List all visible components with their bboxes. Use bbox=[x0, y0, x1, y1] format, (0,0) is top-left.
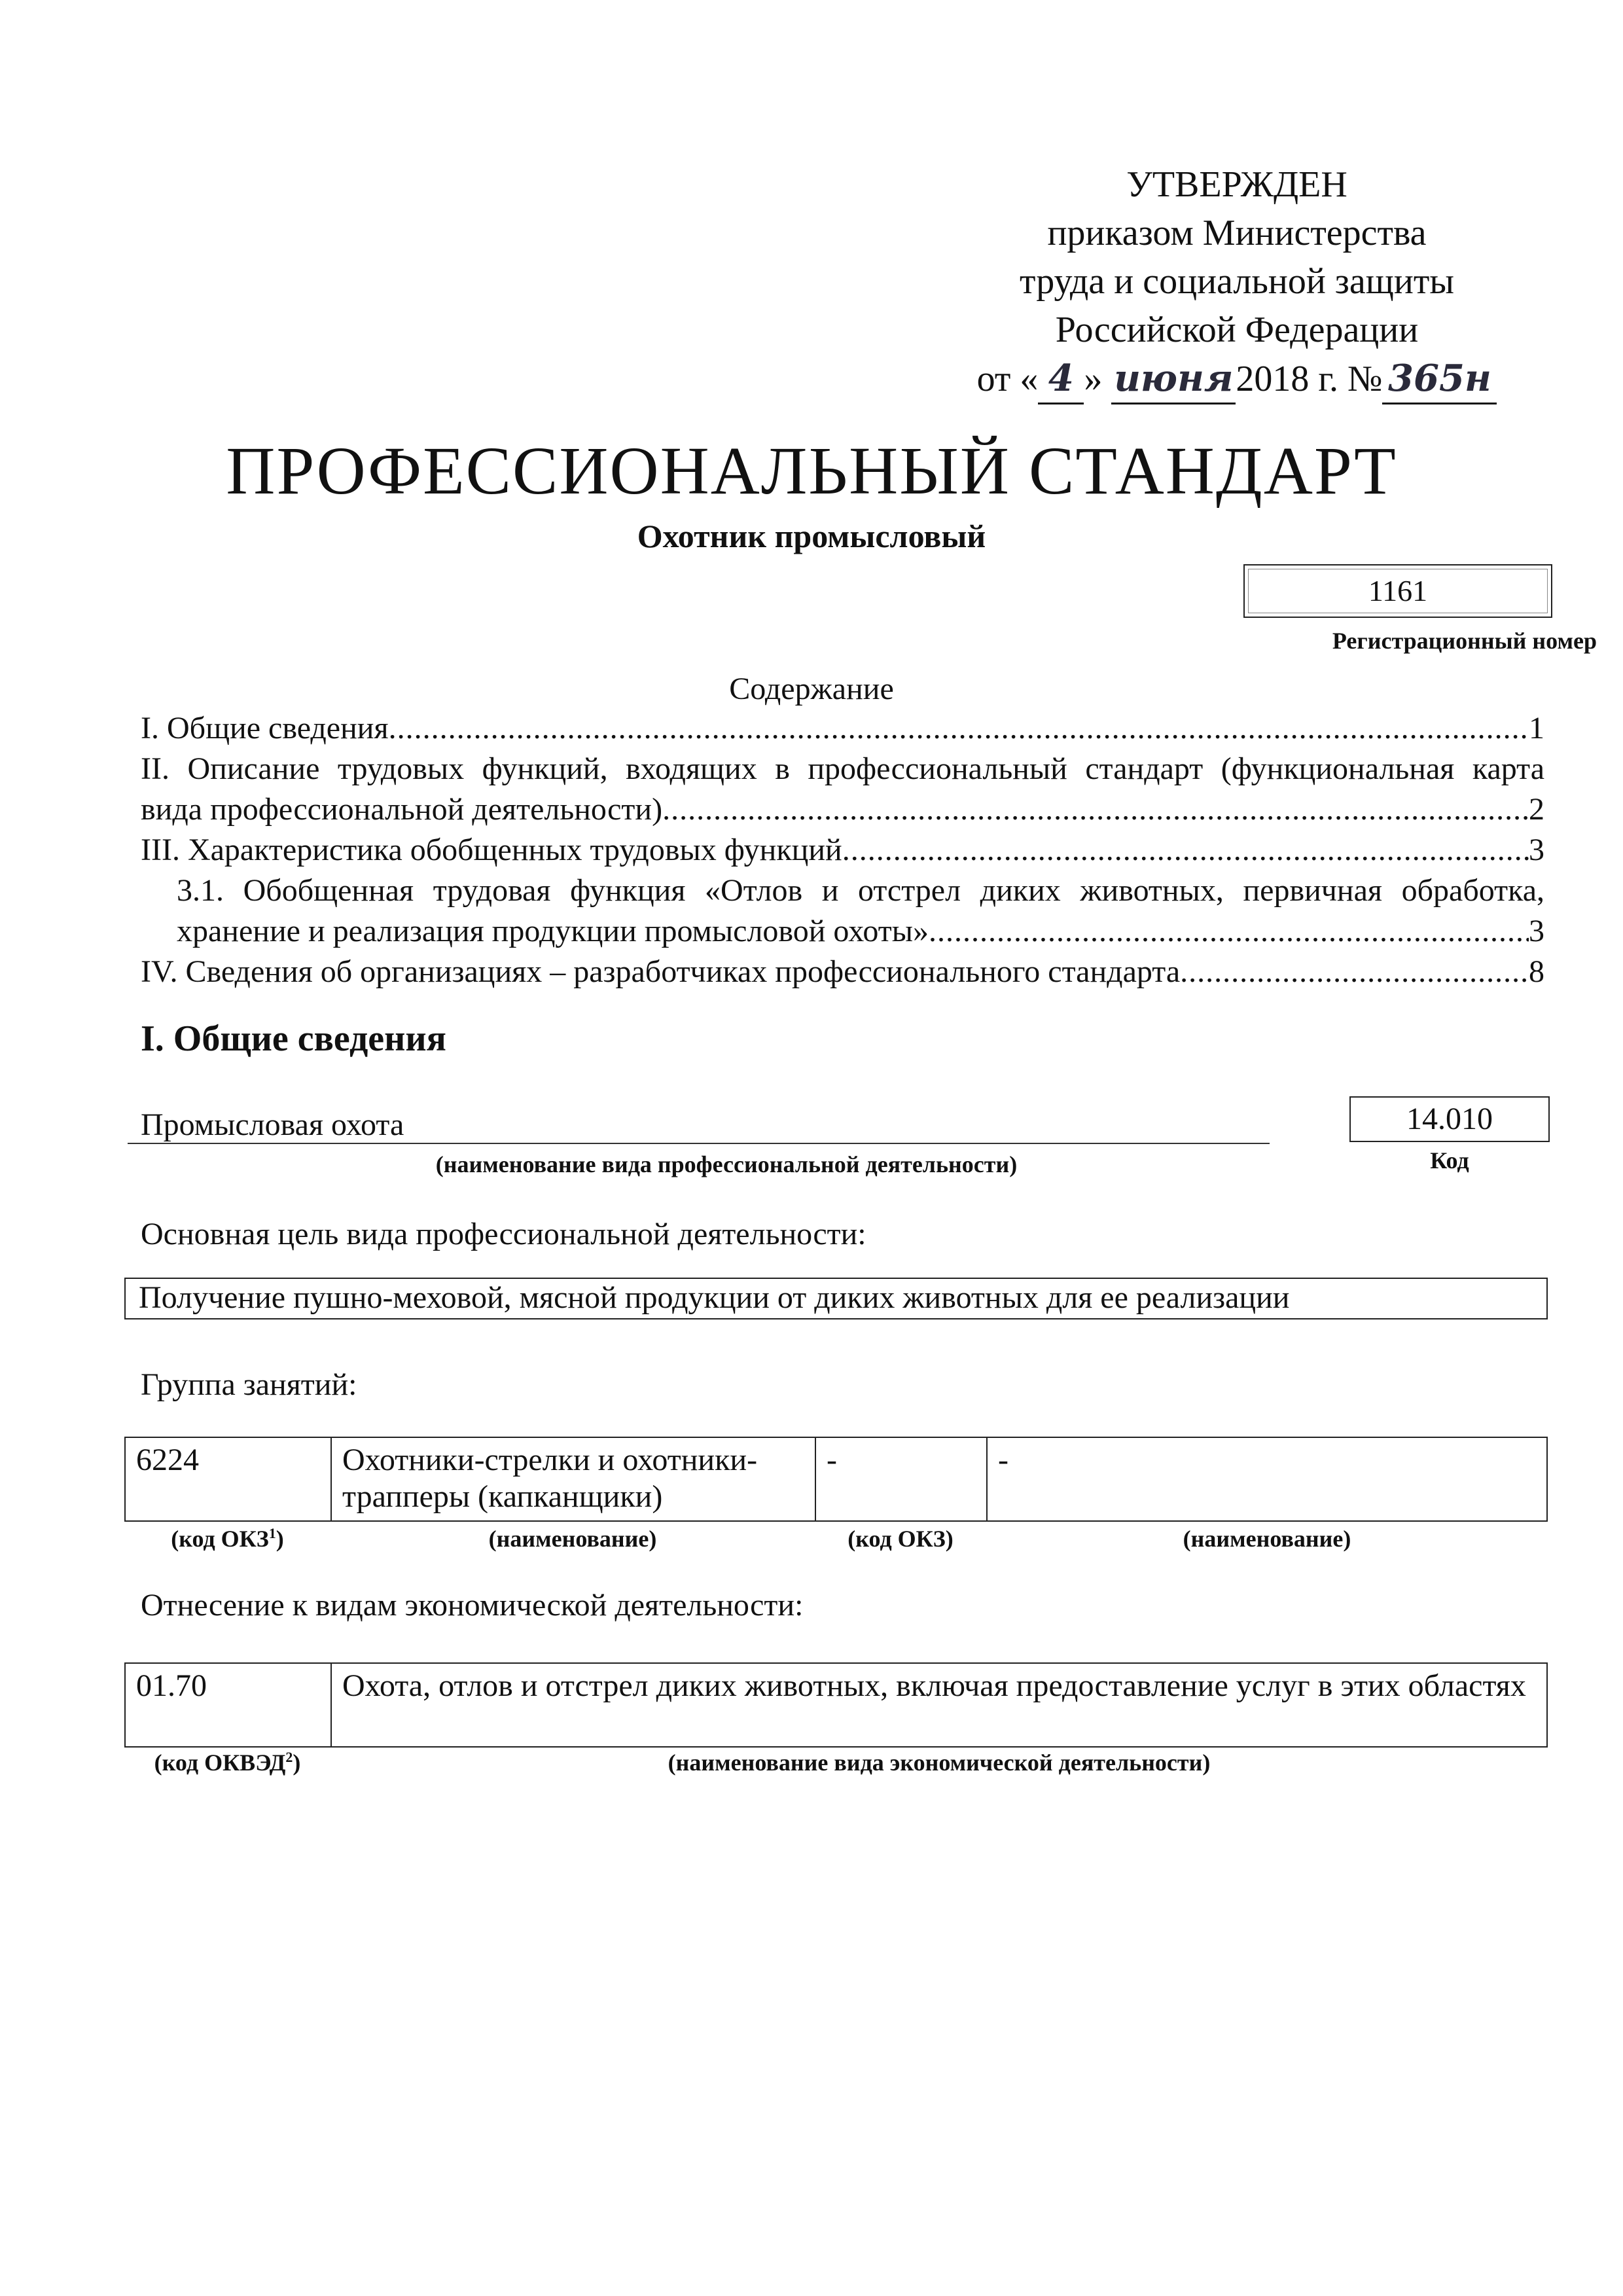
okz-code-cell-2: - bbox=[815, 1437, 987, 1521]
okz-code-caption: (код ОКЗ$^1$) bbox=[171, 1525, 284, 1552]
okz-name-caption-2: (наименование) bbox=[1183, 1526, 1351, 1552]
toc-page-number: 3 bbox=[1529, 914, 1544, 948]
okz-name-cell-2: - bbox=[987, 1437, 1547, 1521]
approval-ministry: труда и социальной защиты bbox=[1020, 261, 1454, 302]
contents-heading: Содержание bbox=[729, 672, 894, 706]
document-title: ПРОФЕССИОНАЛЬНЫЙ СТАНДАРТ bbox=[226, 433, 1397, 509]
okz-code-caption-2: (код ОКЗ) bbox=[847, 1526, 954, 1552]
goal-label: Основная цель вида профессиональной деятельности: bbox=[141, 1217, 866, 1251]
toc-page-number: 1 bbox=[1529, 711, 1544, 745]
approval-title: УТВЕРЖДЕН bbox=[1126, 164, 1347, 205]
handwritten-month: июня bbox=[1111, 354, 1236, 404]
toc-page-number: 8 bbox=[1529, 954, 1544, 989]
table-row bbox=[125, 1437, 1547, 1521]
okved-name-cell: Охота, отлов и отстрел диких животных, включая предоставление услуг в этих областях bbox=[331, 1663, 1547, 1747]
activity-code-caption: Код bbox=[1430, 1147, 1469, 1174]
handwritten-order-number: 365н bbox=[1382, 354, 1497, 404]
activity-caption: (наименование вида профессиональной деятельности) bbox=[435, 1151, 1018, 1177]
table-row bbox=[125, 1663, 1547, 1747]
toc-page-number: 2 bbox=[1529, 792, 1544, 827]
toc-item[interactable]: IV. Сведения об организациях – разработчиках профессионального стандарта ..... 8 bbox=[141, 952, 1544, 992]
toc-page-number: 3 bbox=[1529, 833, 1544, 867]
approval-order: приказом Министерства bbox=[1047, 213, 1427, 253]
approval-block bbox=[903, 160, 1571, 404]
goal-box: Получение пушно-меховой, мясной продукции от диких животных для ее реализации bbox=[124, 1278, 1548, 1319]
okved-code-caption: (код ОКВЭД$^2$) bbox=[154, 1749, 301, 1776]
okz-name-cell: Охотники-стрелки и охотники-трапперы (капканщики) bbox=[331, 1437, 815, 1521]
registration-number-box: 1161 bbox=[1243, 564, 1552, 618]
document-subtitle: Охотник промысловый bbox=[637, 518, 986, 554]
okz-code-cell: 6224 bbox=[125, 1437, 331, 1521]
toc-item[interactable]: 3.1. Обобщенная трудовая функция «Отлов и отстрел диких животных, первичная обработка, хранение и реализация продукции промысловой охоты» ..... 3 bbox=[141, 870, 1544, 952]
okved-name-caption: (наименование вида экономической деятельности) bbox=[668, 1749, 1211, 1776]
table-of-contents bbox=[141, 708, 1544, 992]
okz-name-caption: (наименование) bbox=[488, 1526, 657, 1552]
toc-item[interactable]: II. Описание трудовых функций, входящих в профессиональный стандарт (функциональная карта вида профессиональной деятельности) ..... 2 bbox=[141, 749, 1544, 830]
economic-activity-table bbox=[124, 1662, 1548, 1748]
occupation-label: Группа занятий: bbox=[141, 1367, 357, 1402]
toc-item[interactable]: I. Общие сведения ..... 1 bbox=[141, 708, 1544, 749]
activity-name: Промысловая охота bbox=[128, 1106, 1270, 1144]
approval-date-line: от « 4 » июня2018 г. № 365н bbox=[903, 354, 1571, 404]
section-title: I. Общие сведения bbox=[141, 1018, 446, 1059]
occupation-table bbox=[124, 1437, 1548, 1522]
activity-code-box: 14.010 bbox=[1349, 1096, 1550, 1142]
toc-item[interactable]: III. Характеристика обобщенных трудовых функций ..... 3 bbox=[141, 830, 1544, 870]
registration-number-label: Регистрационный номер bbox=[1332, 628, 1597, 654]
okved-code-cell: 01.70 bbox=[125, 1663, 331, 1747]
handwritten-day: 4 bbox=[1038, 354, 1084, 404]
approval-country: Российской Федерации bbox=[1055, 310, 1419, 350]
economic-activity-label: Отнесение к видам экономической деятельности: bbox=[141, 1588, 804, 1623]
